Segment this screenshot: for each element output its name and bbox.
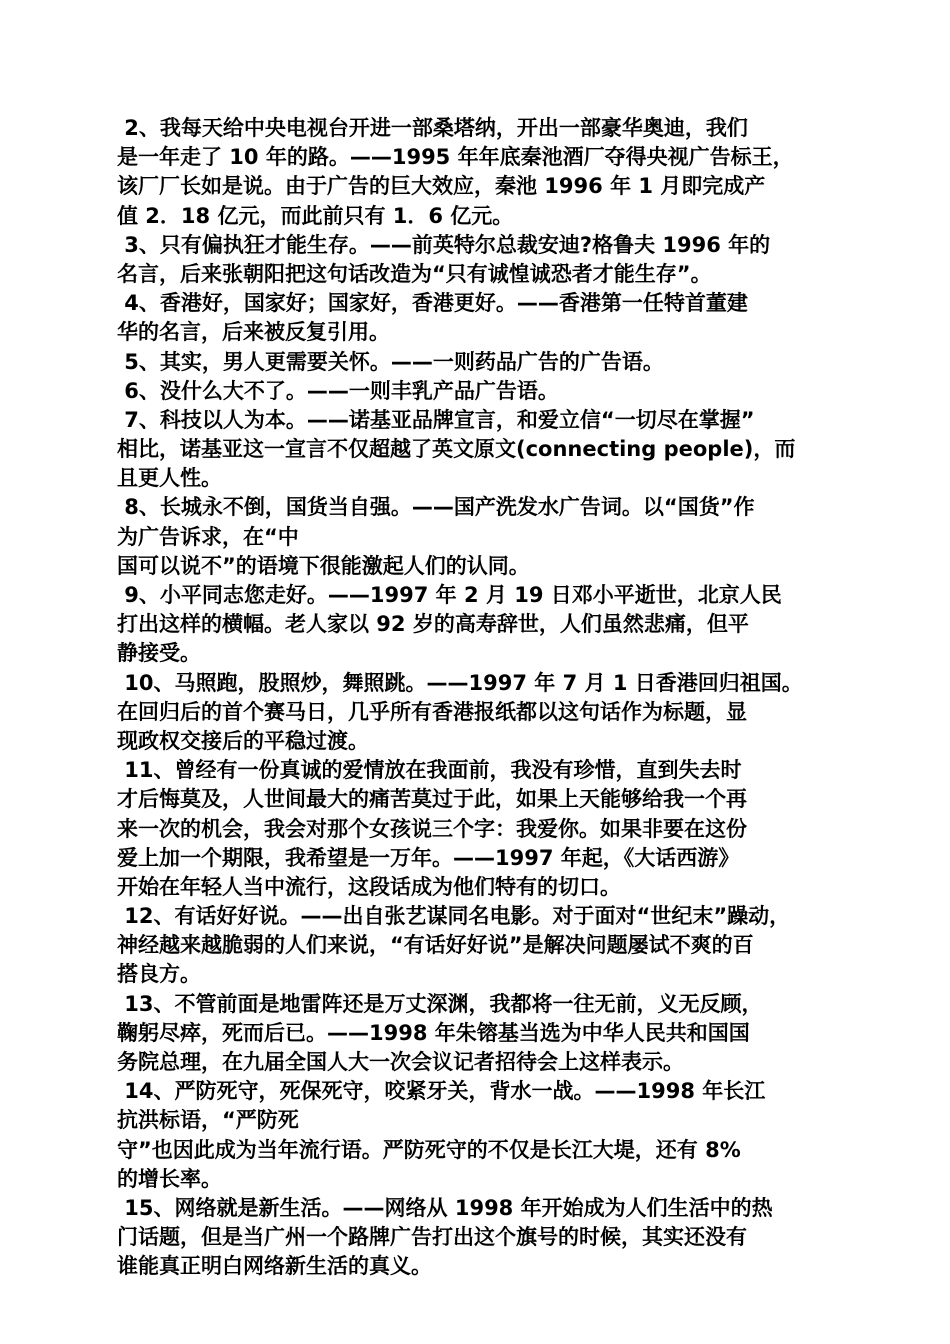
text-line: 7、科技以人为本。——诺基亚品牌宣言，和爱立信“一切尽在掌握” [117, 407, 755, 432]
text-line: 6、没什么大不了。——一则丰乳产品广告语。 [117, 378, 559, 403]
text-line: 搭良方。 [117, 962, 201, 987]
text-line: 在回归后的首个赛马日，几乎所有香港报纸都以这句话作为标题，显 [117, 699, 747, 724]
text-line: 抗洪标语，“严防死 [117, 1108, 299, 1133]
text-line: 门话题，但是当广州一个路牌广告打出这个旗号的时候，其实还没有 [117, 1225, 747, 1250]
text-line: 4、香港好，国家好；国家好，香港更好。——香港第一任特首董建 [117, 291, 748, 316]
text-line: 且更人性。 [117, 466, 222, 491]
text-line: 来一次的机会，我会对那个女孩说三个字：我爱你。如果非要在这份 [117, 816, 747, 841]
text-line: 才后悔莫及，人世间最大的痛苦莫过于此，如果上天能够给我一个再 [117, 787, 747, 812]
text-line: 11、曾经有一份真诚的爱情放在我面前，我没有珍惜，直到失去时 [117, 758, 742, 783]
text-line: 相比，诺基亚这一宣言不仅超越了英文原文(connecting people)，而 [117, 437, 796, 462]
text-line: 15、网络就是新生活。——网络从 1998 年开始成为人们生活中的热 [117, 1195, 773, 1220]
text-line: 14、严防死守，死保死守，咬紧牙关，背水一战。——1998 年长江 [117, 1079, 766, 1104]
text-line: 3、只有偏执狂才能生存。——前英特尔总裁安迪?格鲁夫 1996 年的 [117, 232, 771, 257]
text-line: 谁能真正明白网络新生活的真义。 [117, 1254, 432, 1279]
text-line: 爱上加一个期限，我希望是一万年。——1997 年起，《大话西游》 [117, 845, 740, 870]
text-line: 务院总理，在九届全国人大一次会议记者招待会上这样表示。 [117, 1050, 684, 1074]
document-body [117, 114, 847, 1282]
text-line: 鞠躬尽瘁，死而后已。——1998 年朱镕基当选为中华人民共和国国 [117, 1020, 750, 1045]
text-line: 神经越来越脆弱的人们来说，“有话好好说”是解决问题屡试不爽的百 [117, 933, 754, 958]
text-line: 12、有话好好说。——出自张艺谋同名电影。对于面对“世纪末”躁动， [117, 904, 791, 929]
text-line: 华的名言，后来被反复引用。 [117, 320, 390, 345]
text-line: 10、马照跑，股照炒，舞照跳。——1997 年 7 月 1 日香港回归祖国。 [117, 670, 803, 695]
text-line: 2、我每天给中央电视台开进一部桑塔纳，开出一部豪华奥迪，我们 [117, 116, 748, 140]
text-line: 该厂厂长如是说。由于广告的巨大效应，秦池 1996 年 1 月即完成产 [117, 174, 766, 199]
text-line: 是一年走了 10 年的路。——1995 年年底秦池酒厂夺得央视广告标王， [117, 145, 794, 170]
text-line: 打出这样的横幅。老人家以 92 岁的高寿辞世，人们虽然悲痛，但平 [117, 612, 749, 637]
text-line: 守”也因此成为当年流行语。严防死守的不仅是长江大堤，还有 8% [117, 1137, 741, 1162]
text-line: 名言，后来张朝阳把这句话改造为“只有诚惶诚恐者才能生存”。 [117, 261, 712, 286]
text-line: 开始在年轻人当中流行，这段话成为他们特有的切口。 [117, 874, 621, 899]
text-line: 13、不管前面是地雷阵还是万丈深渊，我都将一往无前，义无反顾， [117, 991, 763, 1016]
text-line: 为广告诉求，在“中 [117, 524, 299, 549]
text-line: 5、其实，男人更需要关怀。——一则药品广告的广告语。 [117, 349, 664, 374]
text-line: 8、长城永不倒，国货当自强。——国产洗发水广告词。以“国货”作 [117, 495, 755, 520]
text-line: 静接受。 [117, 641, 201, 666]
text-line: 现政权交接后的平稳过渡。 [117, 728, 369, 753]
text-line: 的增长率。 [117, 1166, 222, 1191]
text-line: 国可以说不”的语境下很能激起人们的认同。 [117, 553, 530, 578]
text-line: 9、小平同志您走好。——1997 年 2 月 19 日邓小平逝世，北京人民 [117, 583, 782, 607]
text-line: 值 2．18 亿元，而此前只有 1．6 亿元。 [117, 203, 514, 228]
